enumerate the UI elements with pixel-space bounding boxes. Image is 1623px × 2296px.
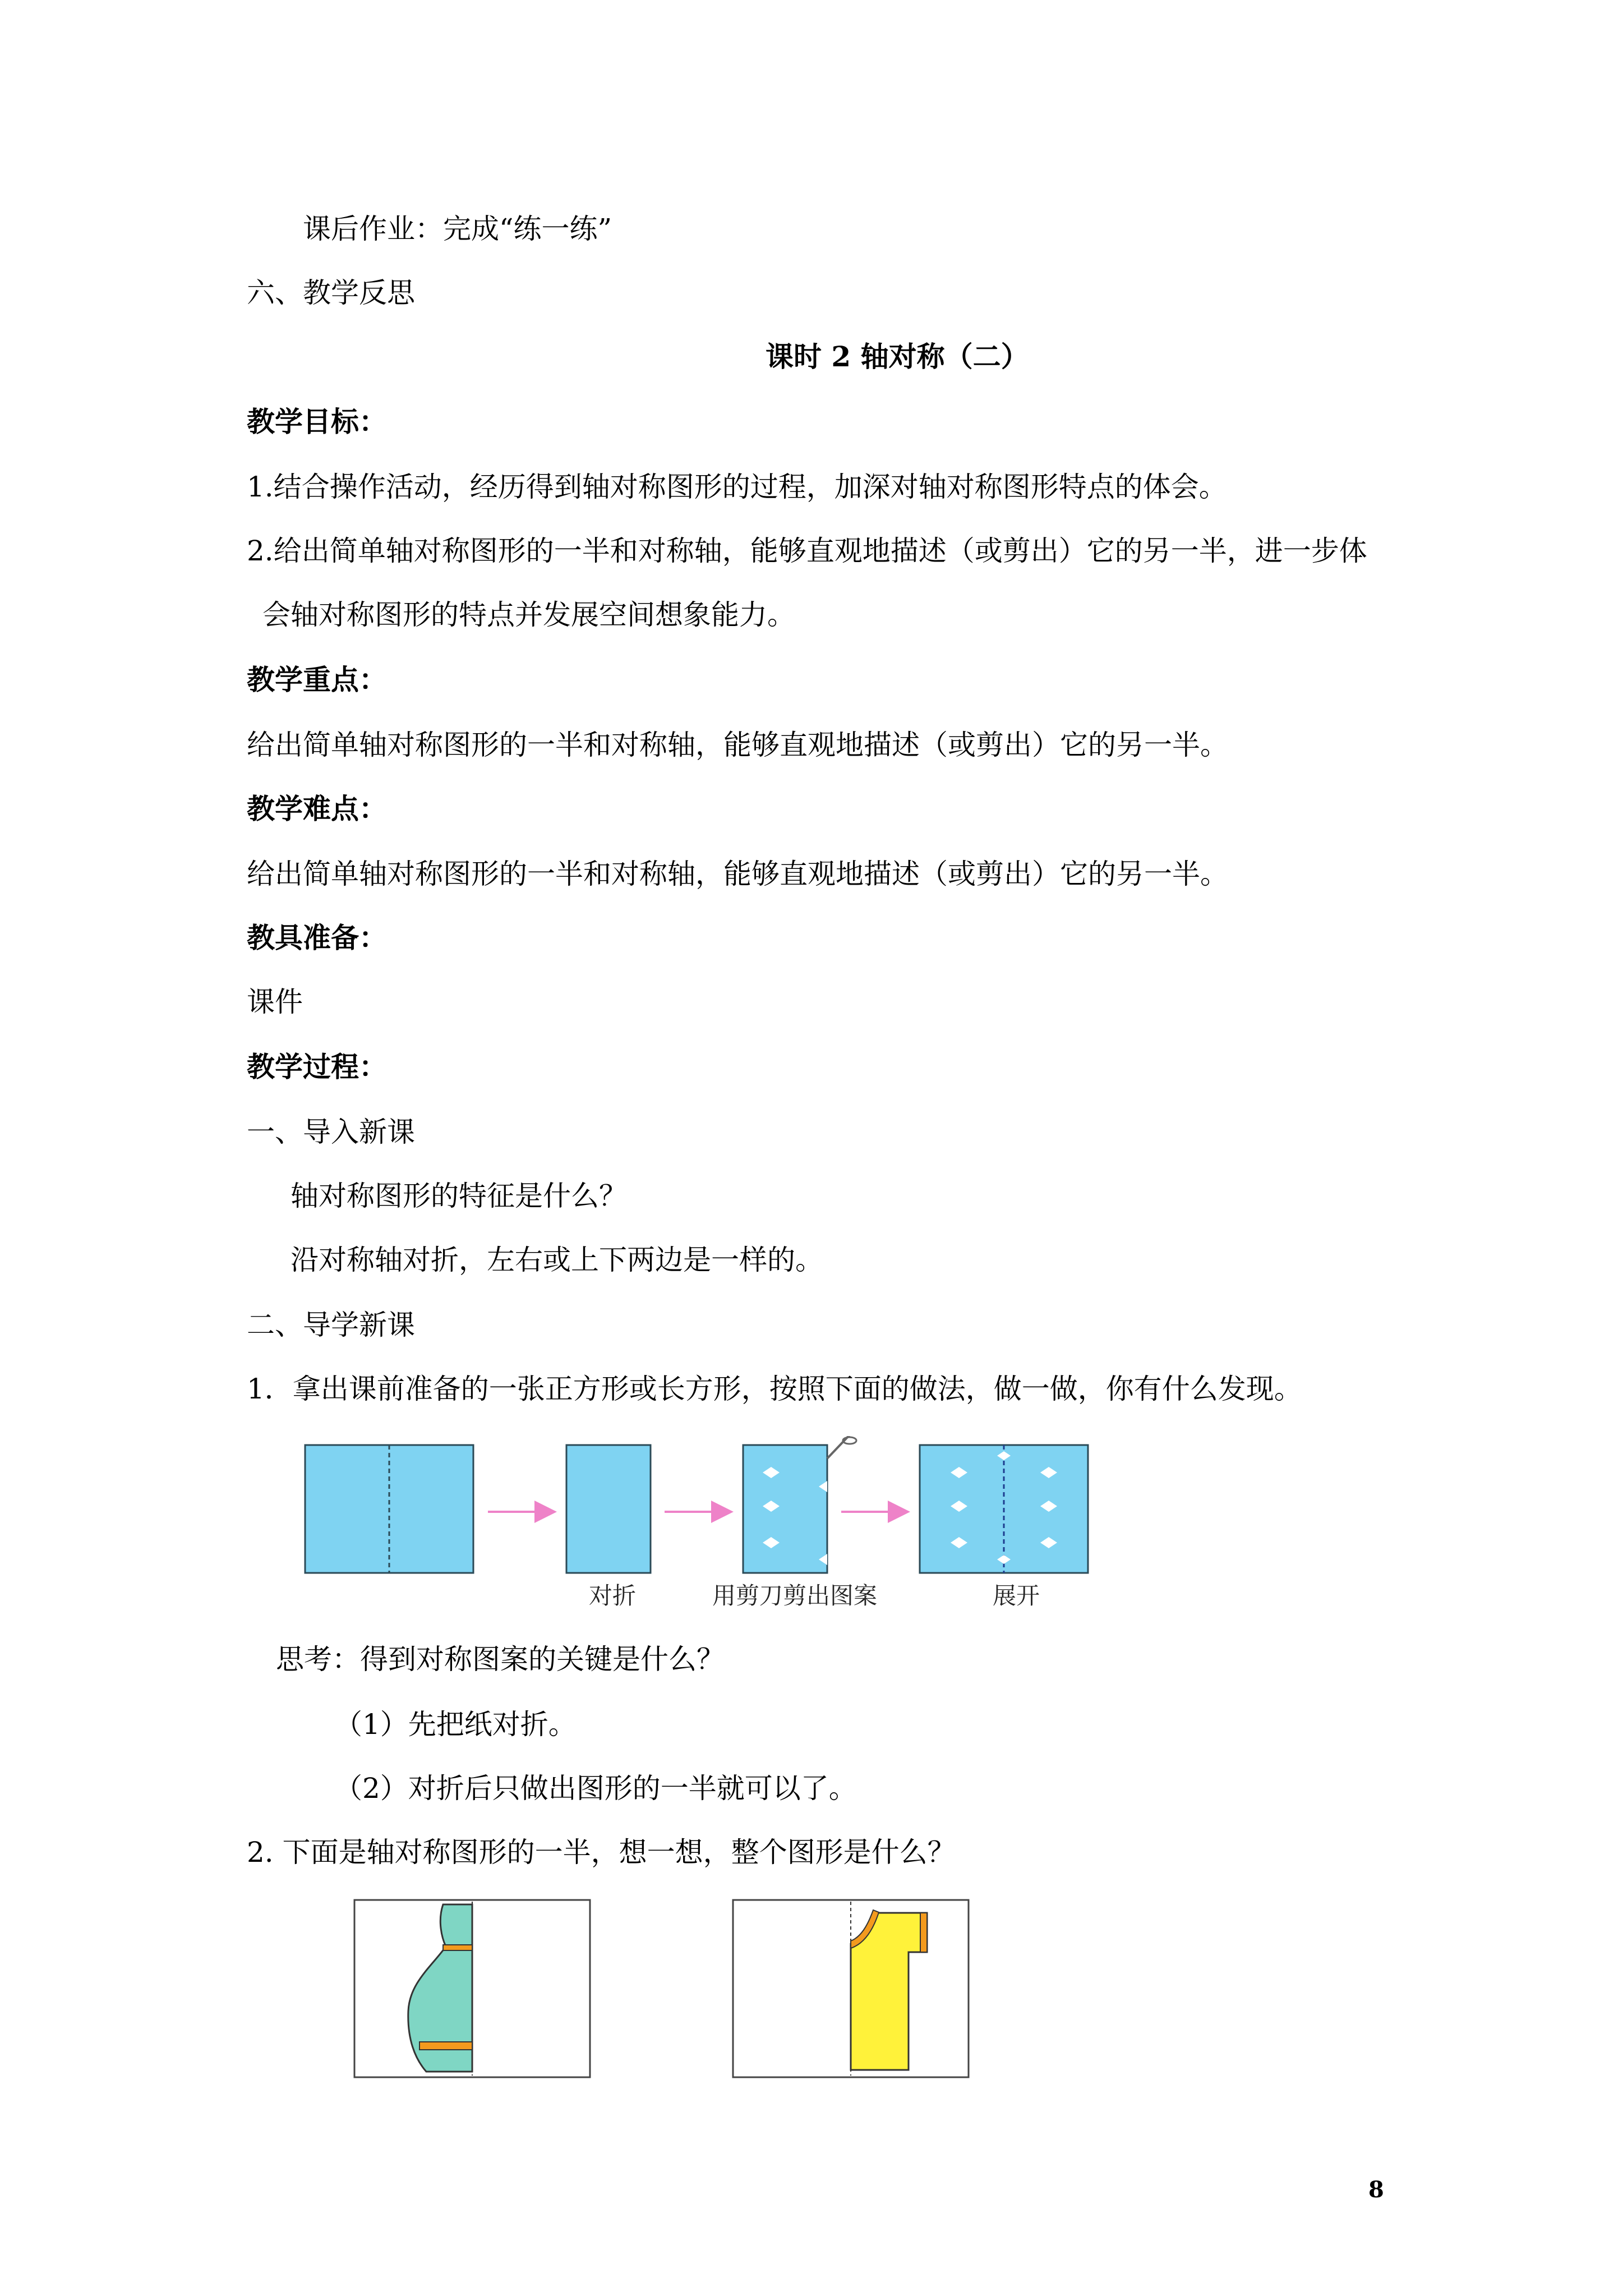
goal-1: 1.结合操作活动，经历得到轴对称图形的过程，加深对轴对称图形特点的体会。 xyxy=(247,471,1227,503)
vase-half-figure xyxy=(353,1899,592,2079)
section-2-heading: 二、导学新课 xyxy=(247,1309,415,1341)
key-points-text: 给出简单轴对称图形的一半和对称轴，能够直观地描述（或剪出）它的另一半。 xyxy=(247,729,1228,761)
reflection-heading: 六、教学反思 xyxy=(247,277,415,309)
tools-text: 课件 xyxy=(247,986,303,1018)
paper-full xyxy=(305,1445,473,1573)
paper-cut xyxy=(743,1445,827,1573)
shirt-sleeve-trim xyxy=(920,1913,927,1952)
step-2: 2. 下面是轴对称图形的一半，想一想，整个图形是什么？ xyxy=(247,1836,956,1869)
difficulty-heading: 教学难点： xyxy=(247,792,387,825)
think-question: 思考：得到对称图案的关键是什么？ xyxy=(276,1643,725,1676)
paper-folded xyxy=(566,1445,651,1573)
caption-fold: 对折 xyxy=(589,1582,637,1609)
caption-cut: 用剪刀剪出图案 xyxy=(712,1582,878,1609)
goals-heading: 教学目标： xyxy=(247,405,387,438)
step-1: 1．拿出课前准备的一张正方形或长方形，按照下面的做法，做一做，你有什么发现。 xyxy=(247,1373,1302,1405)
shirt-half-figure xyxy=(732,1899,970,2079)
think-answer-1: （1）先把纸对折。 xyxy=(334,1708,577,1741)
answer-1: 沿对称轴对折，左右或上下两边是一样的。 xyxy=(291,1244,823,1276)
think-answer-2: （2）对折后只做出图形的一半就可以了。 xyxy=(334,1772,857,1805)
process-heading: 教学过程： xyxy=(247,1050,387,1083)
lesson-title: 课时 2 轴对称（二） xyxy=(766,340,1029,373)
goal-2-line-2: 会轴对称图形的特点并发展空间想象能力。 xyxy=(262,599,795,631)
difficulty-text: 给出简单轴对称图形的一半和对称轴，能够直观地描述（或剪出）它的另一半。 xyxy=(247,858,1228,890)
goal-2-line-1: 2.给出简单轴对称图形的一半和对称轴，能够直观地描述（或剪出）它的另一半，进一步体 xyxy=(247,535,1367,567)
question-1: 轴对称图形的特征是什么？ xyxy=(291,1180,627,1212)
scissors-icon xyxy=(827,1436,856,1458)
vase-band-bottom xyxy=(419,2042,472,2050)
page-number: 8 xyxy=(1368,2177,1384,2203)
vase-band-top xyxy=(443,1945,472,1950)
tools-heading: 教具准备： xyxy=(247,921,387,954)
caption-unfold: 展开 xyxy=(993,1582,1040,1609)
paper-unfolded xyxy=(920,1445,1088,1573)
section-1-heading: 一、导入新课 xyxy=(247,1116,415,1148)
homework-line: 课后作业：完成“练一练” xyxy=(303,213,612,245)
key-points-heading: 教学重点： xyxy=(247,663,387,696)
